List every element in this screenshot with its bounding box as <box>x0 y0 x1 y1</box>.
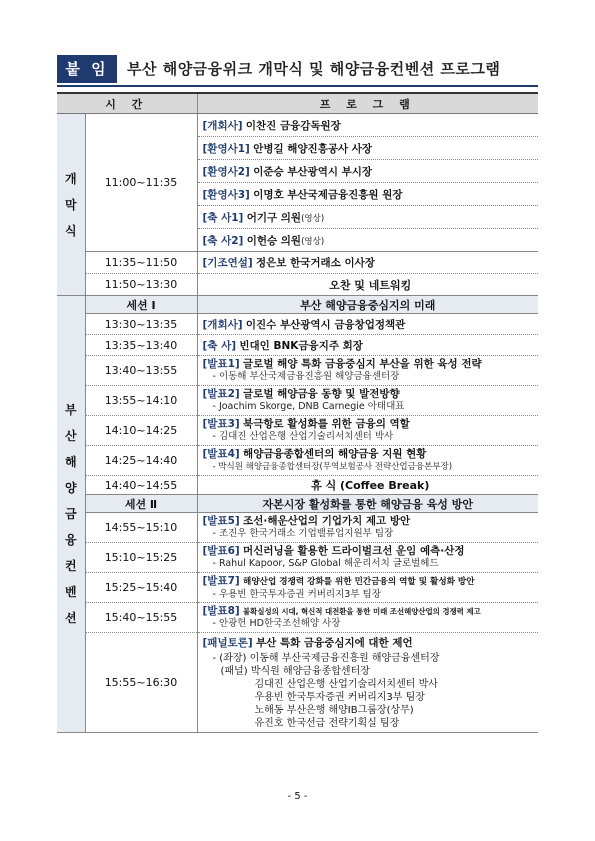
time-cell: 15:55~16:30 <box>85 633 197 733</box>
session-header-row <box>57 495 538 513</box>
col-header-program: 프 로 그 램 <box>197 93 538 114</box>
program-cell: [축 사2] 이헌승 의원(영상) <box>197 229 538 252</box>
time-cell: 15:40~15:55 <box>85 603 197 633</box>
program-cell: [발표3] 북극항로 활성화를 위한 금융의 역할 - 김대진 산업은행 산업기술리서치센터 박사 <box>197 416 538 446</box>
program-cell: [개회사] 이찬진 금융감독원장 <box>197 114 538 137</box>
table-row <box>57 314 538 335</box>
table-row <box>57 335 538 356</box>
table-row <box>57 114 538 137</box>
table-row <box>57 274 538 296</box>
program-cell: [환영사1] 안병길 해양진흥공사 사장 <box>197 137 538 160</box>
time-cell: 13:35~13:40 <box>85 335 197 356</box>
section-label-opening: 개 막 식 <box>57 114 85 296</box>
col-header-time: 시 간 <box>57 93 197 114</box>
program-cell: [발표5] 조선·해운산업의 기업가치 제고 방안 - 조진우 한국거래소 기업밸류업지원부 팀장 <box>197 513 538 543</box>
program-cell: [발표1] 글로벌 해양 특화 금융중심지 부산을 위한 육성 전략 - 이동해 부산국제금융진흥원 해양금융센터장 <box>197 356 538 386</box>
time-cell: 14:10~14:25 <box>85 416 197 446</box>
program-cell: [발표6] 머신러닝을 활용한 드라이벌크선 운임 예측·산정 - Rahul Kapoor, S&P Global 해운리서치 글로벌헤드 <box>197 543 538 573</box>
table-row <box>57 446 538 476</box>
table-row <box>57 386 538 416</box>
time-cell: 14:25~14:40 <box>85 446 197 476</box>
session-label: 세션 Ⅰ <box>85 296 197 314</box>
table-row <box>57 633 538 733</box>
session-title: 부산 해양금융중심지의 미래 <box>197 296 538 314</box>
program-cell: [환영사2] 이준승 부산광역시 부시장 <box>197 160 538 183</box>
page-header <box>57 55 538 87</box>
table-row <box>57 603 538 633</box>
program-cell: [발표8] 불확실성의 시대, 혁신적 대전환을 통한 미래 조선해양산업의 경쟁력 제고 - 안광헌 HD한국조선해양 사장 <box>197 603 538 633</box>
time-cell: 15:10~15:25 <box>85 543 197 573</box>
program-table <box>57 92 538 733</box>
program-cell: 휴 식 (Coffee Break) <box>197 476 538 495</box>
program-cell: 오찬 및 네트워킹 <box>197 274 538 296</box>
table-row <box>57 513 538 543</box>
time-cell: 15:25~15:40 <box>85 573 197 603</box>
time-cell: 14:40~14:55 <box>85 476 197 495</box>
program-cell: [기조연설] 정은보 한국거래소 이사장 <box>197 252 538 274</box>
table-row <box>57 573 538 603</box>
program-cell: [발표7] 해양산업 경쟁력 강화를 위한 민간금융의 역할 및 활성화 방안 - 우용빈 한국투자증권 커버리지3부 팀장 <box>197 573 538 603</box>
table-row <box>57 543 538 573</box>
time-cell: 14:55~15:10 <box>85 513 197 543</box>
program-cell-panel: [패널토론] 부산 특화 금융중심지에 대한 제언 - (좌장) 이동해 부산국제금융진흥원 해양금융센터장 (패널) 박식원 해양금융종합센터장 김대진 산업은행 산업기술리서치센터 박사 우용빈 한국투자증권 커버리지3부 팀장 노해동 부산은행 해양IB그룹장(상무) 유진호 한국선급 전략기획실 팀장 <box>197 633 538 733</box>
time-cell: 11:50~13:30 <box>85 274 197 296</box>
section-label-convention: 부 산 해 양 금 융 컨 벤 션 <box>57 296 85 733</box>
program-cell: [개회사] 이진수 부산광역시 금융창업정책관 <box>197 314 538 335</box>
session-title: 자본시장 활성화를 통한 해양금융 육성 방안 <box>197 495 538 513</box>
time-cell: 11:00~11:35 <box>85 114 197 252</box>
page-number: - 5 - <box>287 791 308 802</box>
program-cell: [발표2] 글로벌 해양금융 동향 및 발전방향 - Joachim Skorge, DNB Carnegie 아태대표 <box>197 386 538 416</box>
program-cell: [발표4] 해양금융종합센터의 해양금융 지원 현황 - 박식원 해양금융종합센터장(무역보험공사 전략산업금융본부장) <box>197 446 538 476</box>
time-cell: 13:55~14:10 <box>85 386 197 416</box>
program-cell: [환영사3] 이명호 부산국제금융진흥원 원장 <box>197 183 538 206</box>
table-row <box>57 252 538 274</box>
program-cell: [축 사] 빈대인 BNK금융지주 회장 <box>197 335 538 356</box>
page-title: 부산 해양금융위크 개막식 및 해양금융컨벤션 프로그램 <box>127 60 501 78</box>
session-label: 세션 Ⅱ <box>85 495 197 513</box>
program-cell: [축 사1] 어기구 의원(영상) <box>197 206 538 229</box>
table-row <box>57 416 538 446</box>
table-row <box>57 356 538 386</box>
title-rule <box>57 85 538 87</box>
session-header-row <box>57 296 538 314</box>
table-header-row <box>57 93 538 114</box>
time-cell: 11:35~11:50 <box>85 252 197 274</box>
time-cell: 13:40~13:55 <box>85 356 197 386</box>
table-row <box>57 476 538 495</box>
attachment-badge: 붙 임 <box>57 55 117 83</box>
time-cell: 13:30~13:35 <box>85 314 197 335</box>
